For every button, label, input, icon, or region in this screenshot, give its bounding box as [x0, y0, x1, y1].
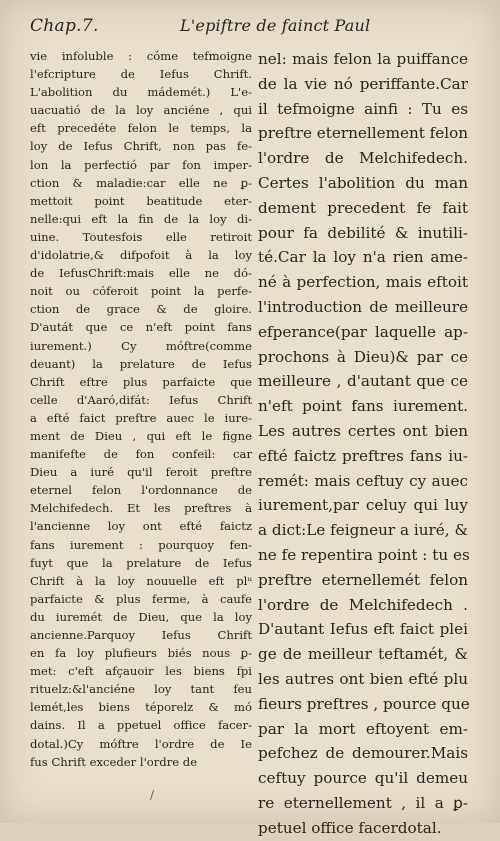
text-line: ction & maladie:car elle ne ꝑ-: [30, 175, 252, 190]
text-line: L'abolition du mádemét.) L'e-: [30, 85, 252, 100]
running-title: L'epiftre de fainct Paul: [180, 16, 371, 35]
text-line: né à perfection, mais eftoit: [258, 273, 468, 292]
text-line: l'efcripture de Iefus Chrift.: [30, 67, 252, 82]
text-line: nelle:qui eft la fin de la loy di-: [30, 211, 252, 226]
text-line: rituelz:&l'anciéne loy tant feu: [30, 682, 252, 697]
text-line: ne fe repentira point : tu es: [258, 545, 470, 564]
text-line: les autres ont bien efté plu: [258, 669, 468, 688]
text-line: vie infoluble : cóme tefmoigne: [30, 49, 252, 63]
text-line: Les autres certes ont bien: [258, 421, 468, 440]
text-line: meilleure , d'autant que ce: [258, 372, 468, 391]
text-line: par la mort eftoyent em-: [258, 719, 468, 738]
text-line: pour fa debilité & inutili-: [258, 223, 468, 242]
text-line: du iuremét de Dieu, que la loy: [30, 609, 252, 624]
chapter-label: Chap.7.: [30, 16, 99, 36]
text-line: en fa loy plufieurs biés nous ꝑ-: [30, 646, 252, 661]
text-line: d'idolatrie,& difpofoit à la loy: [30, 248, 252, 263]
text-line: Melchifedech. Et les preftres à: [30, 501, 252, 516]
text-line: a efté faict preftre auec le iure-: [30, 410, 252, 425]
text-line: lemét,les biens téporelz & mó: [30, 700, 252, 715]
text-line: Certes l'abolition du man: [258, 173, 468, 192]
text-line: petuel office facerdotal.: [258, 818, 442, 837]
text-line: efperance(par laquelle ap-: [258, 322, 468, 341]
text-line: Chrift eftre plus parfaicte que: [30, 374, 252, 389]
text-line: prochons à Dieu)& par ce: [258, 347, 468, 366]
text-line: Dieu a iuré qu'il feroit preftre: [30, 465, 252, 480]
text-line: preftre eternellemét felon: [258, 570, 468, 589]
text-line: l'ordre de Melchifedech.: [258, 149, 468, 168]
text-line: fuyt que la prelature de Iefus: [30, 555, 252, 570]
text-line: dotal.)Cy móftre l'ordre de Ie: [30, 736, 252, 751]
text-line: fieurs preftres , pource que: [258, 694, 470, 713]
text-line: eternel felon l'ordonnance de: [30, 483, 252, 498]
text-line: D'autát que ce n'eft point fans: [30, 320, 252, 335]
text-line: ge de meilleur teftamét, &: [258, 645, 468, 664]
text-line: iurement,par celuy qui luy: [258, 496, 468, 515]
text-line: dement precedent fe fait: [258, 198, 468, 217]
running-header: [0, 10, 500, 40]
text-line: dains. Il a ppetuel office facer-: [30, 718, 252, 733]
text-line: remét: mais ceftuy cy auec: [258, 471, 468, 490]
text-line: nel: mais felon la puiffance: [258, 50, 468, 68]
text-line: ction de grace & de gloire.: [30, 302, 252, 317]
left-column: [30, 47, 252, 771]
text-line: eft precedéte felon le temps, la: [30, 121, 252, 136]
text-line: lon la perfectió par fon imper-: [30, 157, 252, 172]
text-line: a dict:Le feigneur a iuré, &: [258, 521, 468, 540]
text-line: celle d'Aaró,difát: Iefus Chrift: [30, 392, 252, 407]
text-line: l'ordre de Melchifedech .: [258, 595, 468, 614]
text-line: de la vie nó periffante.Car: [258, 74, 468, 93]
text-line: n'eft point fans iurement.: [258, 397, 468, 416]
text-line: uacuatió de la loy anciéne , qui: [30, 103, 252, 118]
text-line: uine. Toutesfois elle retiroit: [30, 229, 252, 244]
text-line: iurement.) Cy móftre(comme: [30, 338, 252, 353]
text-line: fus Chrift exceder l'ordre de: [30, 754, 198, 769]
text-line: l'introduction de meilleure: [258, 297, 468, 316]
text-line: efté faictz preftres fans iu-: [258, 446, 468, 465]
text-line: il tefmoigne ainfi : Tu es: [258, 99, 468, 118]
text-line: de IefusChrift:mais elle ne dó-: [30, 266, 252, 281]
footer-mark: /: [150, 788, 155, 802]
text-line: l'ancienne loy ont efté faictz: [30, 519, 252, 534]
text-line: ancienne.Parquoy Iefus Chrift: [30, 628, 252, 642]
text-line: met: c'eft afçauoir les biens fpi: [30, 664, 252, 679]
text-line: loy de Iefus Chrift, non pas fe-: [30, 139, 252, 154]
text-line: ment de Dieu , qui eft le figne: [30, 428, 252, 443]
text-line: preftre eternellement felon: [258, 124, 469, 143]
text-line: mettoit point beatitude eter-: [30, 193, 252, 208]
text-line: D'autant Iefus eft faict plei: [258, 620, 468, 639]
text-line: fans iurement : pourquoy fen-: [30, 537, 252, 552]
right-column: [258, 47, 468, 841]
text-line: parfaicte & plus ferme, à caufe: [30, 591, 252, 606]
text-line: manifefte de fon confeil: car: [30, 447, 252, 462]
text-line: noit ou cóferoit point la perfe-: [30, 284, 252, 299]
text-line: ceftuy pource qu'il demeu: [258, 769, 468, 788]
text-line: Chrift à la loy nouuelle eft plᵘ: [30, 573, 252, 588]
text-line: deuant) la prelature de Iefus: [30, 356, 252, 371]
text-line: re eternellement , il a ꝑ-: [258, 793, 468, 812]
text-line: té.Car la loy n'a rien ame-: [258, 248, 468, 267]
text-line: pefchez de demourer.Mais: [258, 744, 468, 763]
